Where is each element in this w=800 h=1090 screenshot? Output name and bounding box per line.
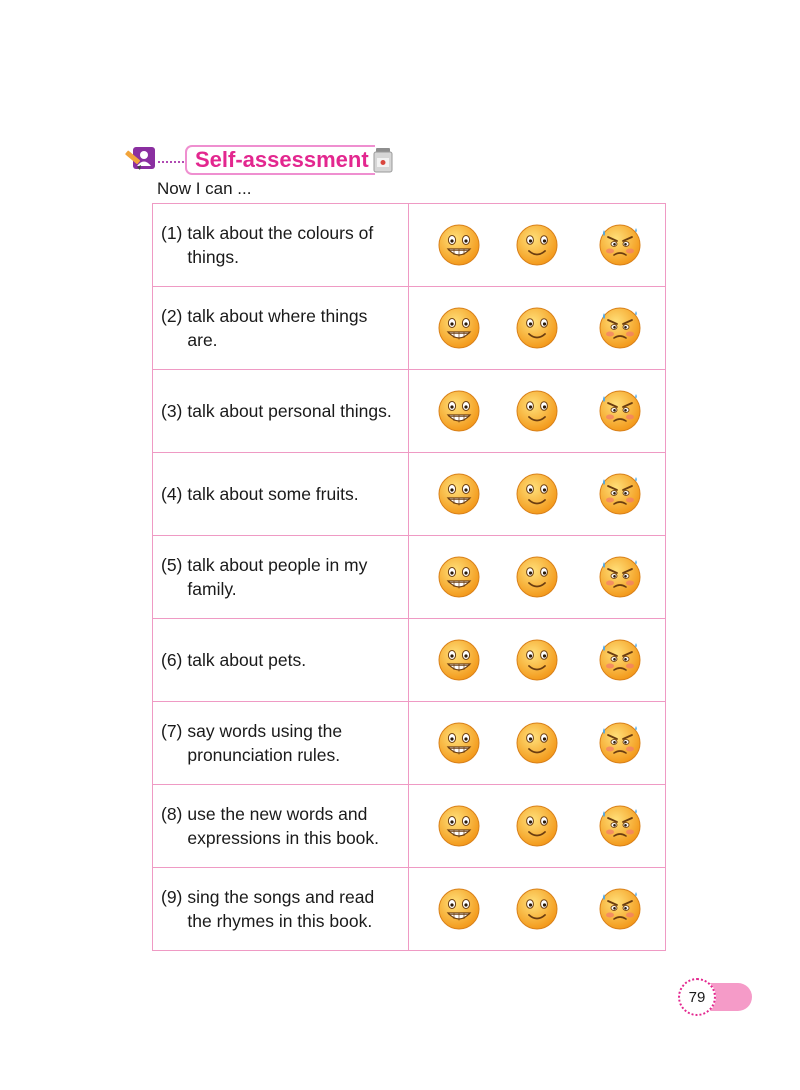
table-row <box>153 868 666 951</box>
intro-text: Now I can ... <box>157 179 252 198</box>
table-row <box>153 287 666 370</box>
sweating-frowning-face-icon[interactable] <box>598 223 642 267</box>
statement-cell <box>153 370 409 453</box>
smiling-face-icon[interactable] <box>515 555 559 599</box>
statement-text: talk about the colours of things. <box>187 223 374 267</box>
sweating-frowning-face-icon[interactable] <box>598 638 642 682</box>
sweating-frowning-face-icon[interactable] <box>598 804 642 848</box>
dotted-connector <box>158 161 184 163</box>
statement-text: talk about where things are. <box>187 306 368 350</box>
statement-cell <box>153 702 409 785</box>
sweating-frowning-face-icon[interactable] <box>598 721 642 765</box>
rating-cell <box>409 868 666 951</box>
table-row <box>153 785 666 868</box>
grinning-face-icon[interactable] <box>437 638 481 682</box>
sweating-frowning-face-icon[interactable] <box>598 887 642 931</box>
smiling-face-icon[interactable] <box>515 223 559 267</box>
statement-text: talk about personal things. <box>187 401 392 421</box>
smiling-face-icon[interactable] <box>515 804 559 848</box>
statement-text: sing the songs and read the rhymes in this book. <box>187 887 375 931</box>
statement-cell <box>153 287 409 370</box>
rating-cell <box>409 702 666 785</box>
table-row <box>153 536 666 619</box>
smiling-face-icon[interactable] <box>515 472 559 516</box>
table-row <box>153 702 666 785</box>
statement-cell <box>153 619 409 702</box>
statement-text: talk about pets. <box>187 650 307 670</box>
grinning-face-icon[interactable] <box>437 306 481 350</box>
statement-cell <box>153 536 409 619</box>
page-title: Self-assessment <box>195 147 369 172</box>
statement-text: say words using the pronunciation rules. <box>187 721 343 765</box>
statement-number: (6) <box>161 650 183 670</box>
jar-icon <box>373 147 393 173</box>
table-row <box>153 453 666 536</box>
rating-cell <box>409 370 666 453</box>
smiling-face-icon[interactable] <box>515 638 559 682</box>
statement-number: (1) <box>161 223 183 243</box>
smiling-face-icon[interactable] <box>515 721 559 765</box>
page-number: 79 <box>678 978 716 1016</box>
statement-number: (3) <box>161 401 183 421</box>
table-row <box>153 619 666 702</box>
rating-cell <box>409 204 666 287</box>
statement-number: (5) <box>161 555 183 575</box>
grinning-face-icon[interactable] <box>437 472 481 516</box>
grinning-face-icon[interactable] <box>437 389 481 433</box>
statement-number: (9) <box>161 887 183 907</box>
grinning-face-icon[interactable] <box>437 223 481 267</box>
statement-cell <box>153 785 409 868</box>
section-header <box>125 143 405 177</box>
smiling-face-icon[interactable] <box>515 389 559 433</box>
table-row <box>153 204 666 287</box>
sweating-frowning-face-icon[interactable] <box>598 555 642 599</box>
statement-number: (4) <box>161 484 183 504</box>
grinning-face-icon[interactable] <box>437 721 481 765</box>
grinning-face-icon[interactable] <box>437 804 481 848</box>
assessment-table <box>152 203 666 951</box>
statement-number: (8) <box>161 804 183 824</box>
smiling-face-icon[interactable] <box>515 887 559 931</box>
rating-cell <box>409 453 666 536</box>
statement-number: (7) <box>161 721 183 741</box>
rating-cell <box>409 619 666 702</box>
grinning-face-icon[interactable] <box>437 555 481 599</box>
sweating-frowning-face-icon[interactable] <box>598 306 642 350</box>
grinning-face-icon[interactable] <box>437 887 481 931</box>
statement-number: (2) <box>161 306 183 326</box>
rating-cell <box>409 287 666 370</box>
statement-cell <box>153 868 409 951</box>
statement-text: talk about some fruits. <box>187 484 359 504</box>
sweating-frowning-face-icon[interactable] <box>598 472 642 516</box>
statement-text: talk about people in my family. <box>187 555 368 599</box>
statement-text: use the new words and expressions in this book. <box>187 804 380 848</box>
rating-cell <box>409 536 666 619</box>
sweating-frowning-face-icon[interactable] <box>598 389 642 433</box>
statement-cell <box>153 453 409 536</box>
smiling-face-icon[interactable] <box>515 306 559 350</box>
title-box <box>185 145 375 175</box>
table-row <box>153 370 666 453</box>
pencil-user-icon <box>125 145 157 175</box>
statement-cell <box>153 204 409 287</box>
rating-cell <box>409 785 666 868</box>
